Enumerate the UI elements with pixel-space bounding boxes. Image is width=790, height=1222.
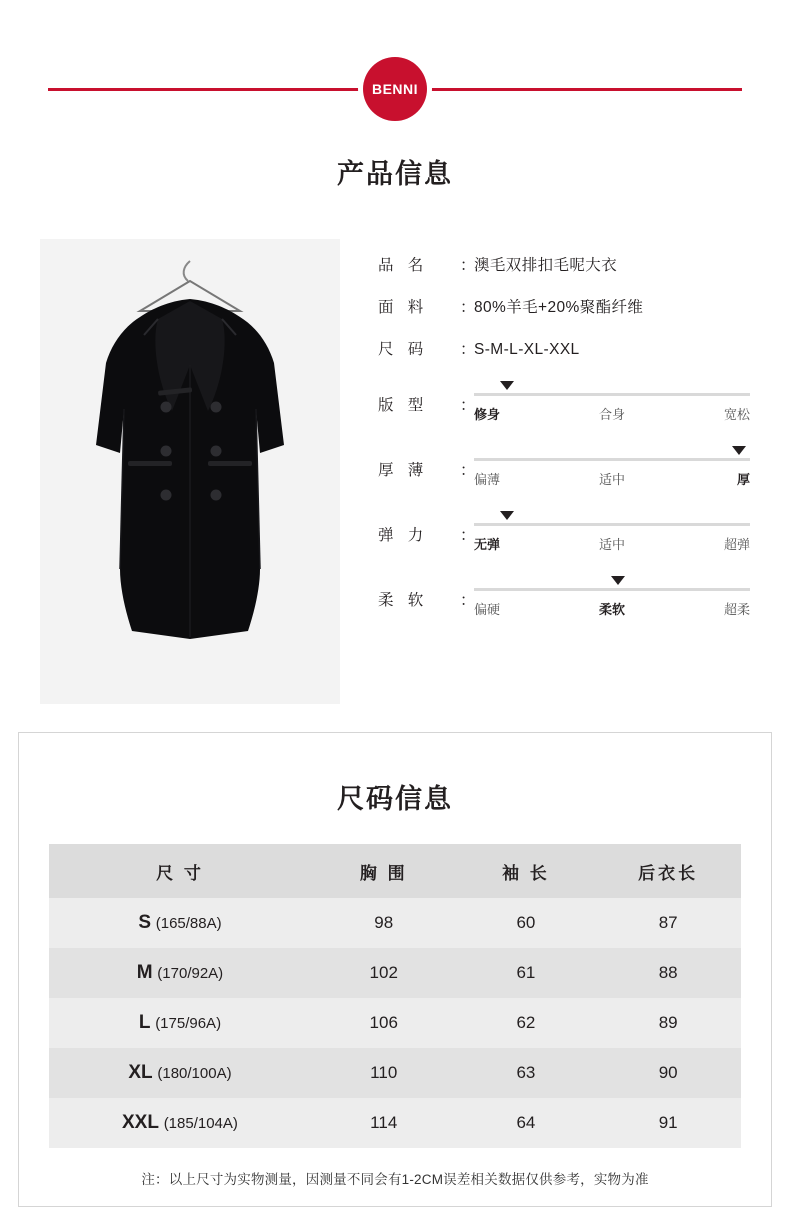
spec-row-material	[378, 295, 750, 317]
table-row	[49, 998, 741, 1048]
spec-label-size: 尺 码	[378, 341, 429, 358]
scale-track-softness	[474, 576, 750, 618]
size-col-header-size: 尺 寸	[49, 844, 311, 898]
scale-track-elasticity	[474, 511, 750, 553]
size-cell-sleeve-s: 60	[457, 898, 596, 948]
scale-tick-fit-2: 宽松	[723, 407, 750, 422]
scale-label-thickness: 厚 薄	[378, 462, 429, 479]
scale-tick-softness-1: 柔软	[598, 602, 625, 617]
size-cell-chest-m: 102	[311, 948, 457, 998]
scale-ticks-thickness	[474, 469, 750, 488]
scale-marker-line-elasticity	[474, 511, 750, 523]
spec-label-material: 面 料	[378, 299, 429, 316]
size-cell-name-xl	[49, 1048, 311, 1098]
scale-marker-line-fit	[474, 381, 750, 393]
scale-tick-thickness-0: 偏薄	[474, 472, 501, 487]
size-cell-sleeve-m: 61	[457, 948, 596, 998]
size-name-xl: XL	[128, 1062, 153, 1083]
size-cell-name-m	[49, 948, 311, 998]
size-name-m: M	[136, 962, 153, 983]
scale-row-thickness	[378, 446, 750, 488]
size-info-title: 尺码信息	[337, 784, 453, 814]
size-info-section	[18, 732, 772, 1207]
scale-bar-fit	[474, 393, 750, 396]
attribute-scale-list	[378, 381, 750, 618]
spec-row-size	[378, 337, 750, 359]
scale-tick-softness-0: 偏硬	[474, 602, 501, 617]
size-cell-length-l: 89	[595, 998, 741, 1048]
size-table-head	[49, 844, 741, 898]
scale-tick-elasticity-2: 超弹	[723, 537, 750, 552]
product-photo	[40, 239, 340, 704]
scale-row-softness	[378, 576, 750, 618]
size-table-header-row	[49, 844, 741, 898]
product-info-section	[0, 191, 790, 704]
size-col-header-chest: 胸 围	[311, 844, 457, 898]
size-table	[49, 844, 741, 1148]
product-info-title: 产品信息	[337, 159, 453, 189]
scale-tick-thickness-1: 适中	[598, 472, 625, 487]
size-col-header-sleeve: 袖 长	[457, 844, 596, 898]
size-table-body	[49, 898, 741, 1148]
spec-value-material: 80%羊毛+20%聚酯纤维	[474, 299, 644, 316]
scale-colon-thickness: ：	[460, 462, 476, 479]
spec-label-name: 品 名	[378, 257, 429, 274]
scale-colon-elasticity: ：	[460, 527, 476, 544]
spec-value-name: 澳毛双排扣毛呢大衣	[474, 257, 618, 274]
size-cell-length-xl: 90	[595, 1048, 741, 1098]
spec-row-name	[378, 253, 750, 275]
product-spec-list	[340, 239, 750, 704]
spec-colon-name: ：	[460, 257, 476, 274]
scale-tick-elasticity-1: 适中	[598, 537, 625, 552]
scale-bar-softness	[474, 588, 750, 591]
size-cell-sleeve-xxl: 64	[457, 1098, 596, 1148]
scale-tick-softness-2: 超柔	[723, 602, 750, 617]
scale-marker-elasticity	[500, 511, 514, 520]
size-cell-sleeve-l: 62	[457, 998, 596, 1048]
scale-colon-fit: ：	[460, 397, 476, 414]
size-cell-name-l	[49, 998, 311, 1048]
scale-marker-thickness	[732, 446, 746, 455]
size-name-l: L	[138, 1012, 151, 1033]
size-cell-chest-xxl: 114	[311, 1098, 457, 1148]
brand-header	[0, 0, 790, 130]
scale-track-fit	[474, 381, 750, 423]
size-cell-chest-xl: 110	[311, 1048, 457, 1098]
scale-ticks-softness	[474, 599, 750, 618]
size-spec-xl: (180/100A)	[157, 1065, 232, 1082]
scale-tick-fit-0: 修身	[474, 407, 501, 422]
scale-bar-thickness	[474, 458, 750, 461]
scale-tick-elasticity-0: 无弹	[474, 537, 501, 552]
spec-colon-material: ：	[460, 299, 476, 316]
scale-row-elasticity	[378, 511, 750, 553]
size-cell-name-s	[49, 898, 311, 948]
size-spec-s: (165/88A)	[155, 915, 222, 932]
spec-colon-size: ：	[460, 341, 476, 358]
scale-marker-softness	[611, 576, 625, 585]
brand-logo	[363, 57, 427, 121]
size-col-header-length: 后衣长	[595, 844, 741, 898]
size-name-xxl: XXL	[122, 1112, 159, 1133]
table-row	[49, 1048, 741, 1098]
size-cell-chest-l: 106	[311, 998, 457, 1048]
scale-label-fit: 版 型	[378, 397, 429, 414]
spec-value-size: S-M-L-XL-XXL	[474, 341, 580, 358]
table-row	[49, 1098, 741, 1148]
coat-illustration	[40, 239, 340, 704]
size-spec-xxl: (185/104A)	[163, 1115, 238, 1132]
size-table-note: 注：以上尺寸为实物测量，因测量不同会有1-2CM误差相关数据仅供参考，实物为准	[141, 1172, 649, 1187]
size-cell-chest-s: 98	[311, 898, 457, 948]
scale-row-fit	[378, 381, 750, 423]
size-cell-length-xxl: 91	[595, 1098, 741, 1148]
scale-marker-line-softness	[474, 576, 750, 588]
scale-tick-fit-1: 合身	[598, 407, 625, 422]
size-name-s: S	[138, 912, 151, 933]
scale-marker-line-thickness	[474, 446, 750, 458]
scale-track-thickness	[474, 446, 750, 488]
scale-marker-fit	[500, 381, 514, 390]
scale-tick-thickness-2: 厚	[736, 472, 750, 487]
size-cell-length-m: 88	[595, 948, 741, 998]
scale-ticks-elasticity	[474, 534, 750, 553]
scale-colon-softness: ：	[460, 592, 476, 609]
scale-label-softness: 柔 软	[378, 592, 429, 609]
size-spec-m: (170/92A)	[157, 965, 224, 982]
size-cell-length-s: 87	[595, 898, 741, 948]
table-row	[49, 898, 741, 948]
size-cell-sleeve-xl: 63	[457, 1048, 596, 1098]
size-cell-name-xxl	[49, 1098, 311, 1148]
scale-bar-elasticity	[474, 523, 750, 526]
scale-ticks-fit	[474, 404, 750, 423]
scale-label-elasticity: 弹 力	[378, 527, 429, 544]
brand-logo-text: BENNI	[371, 81, 419, 97]
table-row	[49, 948, 741, 998]
size-spec-l: (175/96A)	[155, 1015, 222, 1032]
